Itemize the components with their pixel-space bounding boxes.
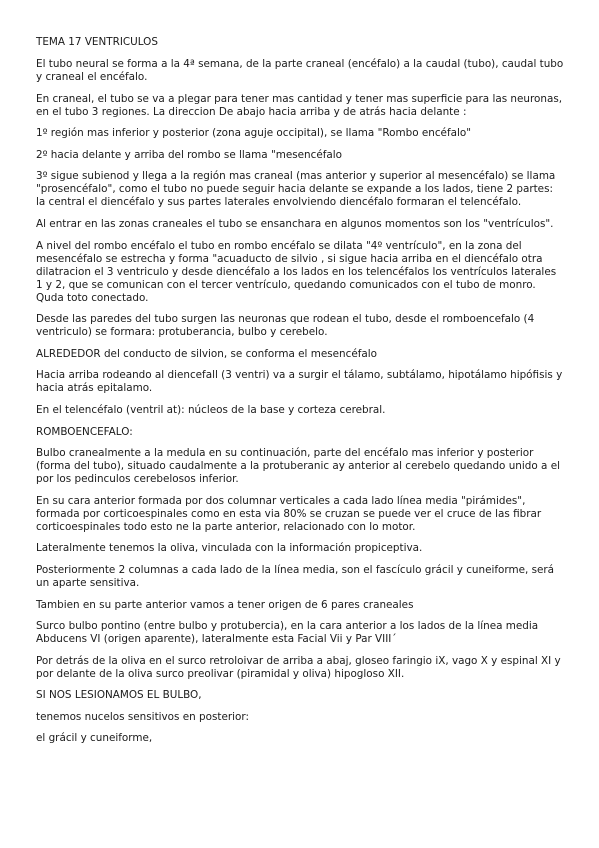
paragraph: 1º región mas inferior y posterior (zona aguje occipital), se llama "Rombo encéfalo" (36, 127, 472, 140)
paragraph: tenemos nucelos sensitivos en posterior: (36, 710, 249, 723)
paragraph: Desde las paredes del tubo surgen las neuronas que rodean el tubo, desde el romboencefalo (4 ventriculo) se formara: protuberancia, bulbo y cerebelo. (36, 313, 535, 339)
paragraph: Bulbo cranealmente a la medula en su continuación, parte del encéfalo mas inferior y posterior (forma del tubo), situado caudalmente a la protuberanic ay anterior al cerebelo quedando unido a el por los pedinculos cerebelosos inferior. (36, 447, 560, 486)
document-body (36, 36, 564, 754)
paragraph: Tambien en su parte anterior vamos a tener origen de 6 pares craneales (36, 598, 414, 611)
document-title: TEMA 17 VENTRICULOS (36, 36, 158, 48)
paragraph: 3º sigue subienod y llega a la región mas craneal (mas anterior y superior al mesencéfalo) se llama "prosencéfalo", como el tubo no puede seguir hacia delante se expande a los lados, tiene 2 partes: la central el diencéfalo y sus partes laterales envolviendo diencéfalo formaran el telencéfalo. (36, 170, 556, 209)
paragraph: En el telencéfalo (ventril at): núcleos de la base y corteza cerebral. (36, 403, 386, 416)
paragraph: Al entrar en las zonas craneales el tubo se ensanchara en algunos momentos son los "ventrículos". (36, 217, 554, 230)
paragraph: A nivel del rombo encéfalo el tubo en rombo encéfalo se dilata "4º ventrículo", en la zona del mesencéfalo se estrecha y forma "acuaducto de silvio , si sigue hacia arriba en el diencéfalo otra dilatracion el 3 ventriculo y desde diencéfalo a los lados en los telencéfalos los ventrículos laterales 1 y 2, que se comunican con el tercer ventrículo, quedando comunicados con el tubo de monro. Quda toto conectado. (36, 239, 557, 304)
paragraph: Lateralmente tenemos la oliva, vinculada con la información propiceptiva. (36, 542, 423, 555)
paragraph: SI NOS LESIONAMOS EL BULBO, (36, 689, 202, 702)
paragraph: Por detrás de la oliva en el surco retroloivar de arriba a abaj, gloseo faringio iX, vago X y espinal XI y por delante de la oliva surco preolivar (piramidal y oliva) hipogloso XII. (36, 654, 561, 680)
paragraph: el grácil y cuneiforme, (36, 732, 153, 745)
paragraph: En craneal, el tubo se va a plegar para tener mas cantidad y tener mas superficie para las neuronas, en el tubo 3 regiones. La direccion De abajo hacia arriba y de atrás hacia delante : (36, 92, 563, 118)
paragraph: Posteriormente 2 columnas a cada lado de la línea media, son el fascículo grácil y cuneiforme, será un aparte sensitiva. (36, 563, 555, 589)
paragraph: El tubo neural se forma a la 4ª semana, de la parte craneal (encéfalo) a la caudal (tubo), caudal tubo y craneal el encéfalo. (36, 58, 564, 83)
paragraph: Hacia arriba rodeando al diencefall (3 ventri) va a surgir el tálamo, subtálamo, hipotálamo hipófisis y hacia atrás epitalamo. (36, 369, 563, 395)
section-heading: ROMBOENCEFALO: (36, 425, 133, 438)
paragraph: 2º hacia delante y arriba del rombo se llama "mesencéfalo (36, 148, 343, 161)
paragraph: ALREDEDOR del conducto de silvion, se conforma el mesencéfalo (36, 347, 377, 360)
paragraph: En su cara anterior formada por dos columnar verticales a cada lado línea media "pirámides", formada por corticoespinales como en esta via 80% se cruzan se puede ver el cruce de las fibrar corticoespinales todo esto ne la parte anterior, relacionado con lo motor. (36, 494, 542, 533)
paragraph: Surco bulbo pontino (entre bulbo y protubercia), en la cara anterior a los lados de la línea media Abducens VI (origen aparente), lateralmente esta Facial Vii y Par VIII´ (36, 620, 539, 646)
